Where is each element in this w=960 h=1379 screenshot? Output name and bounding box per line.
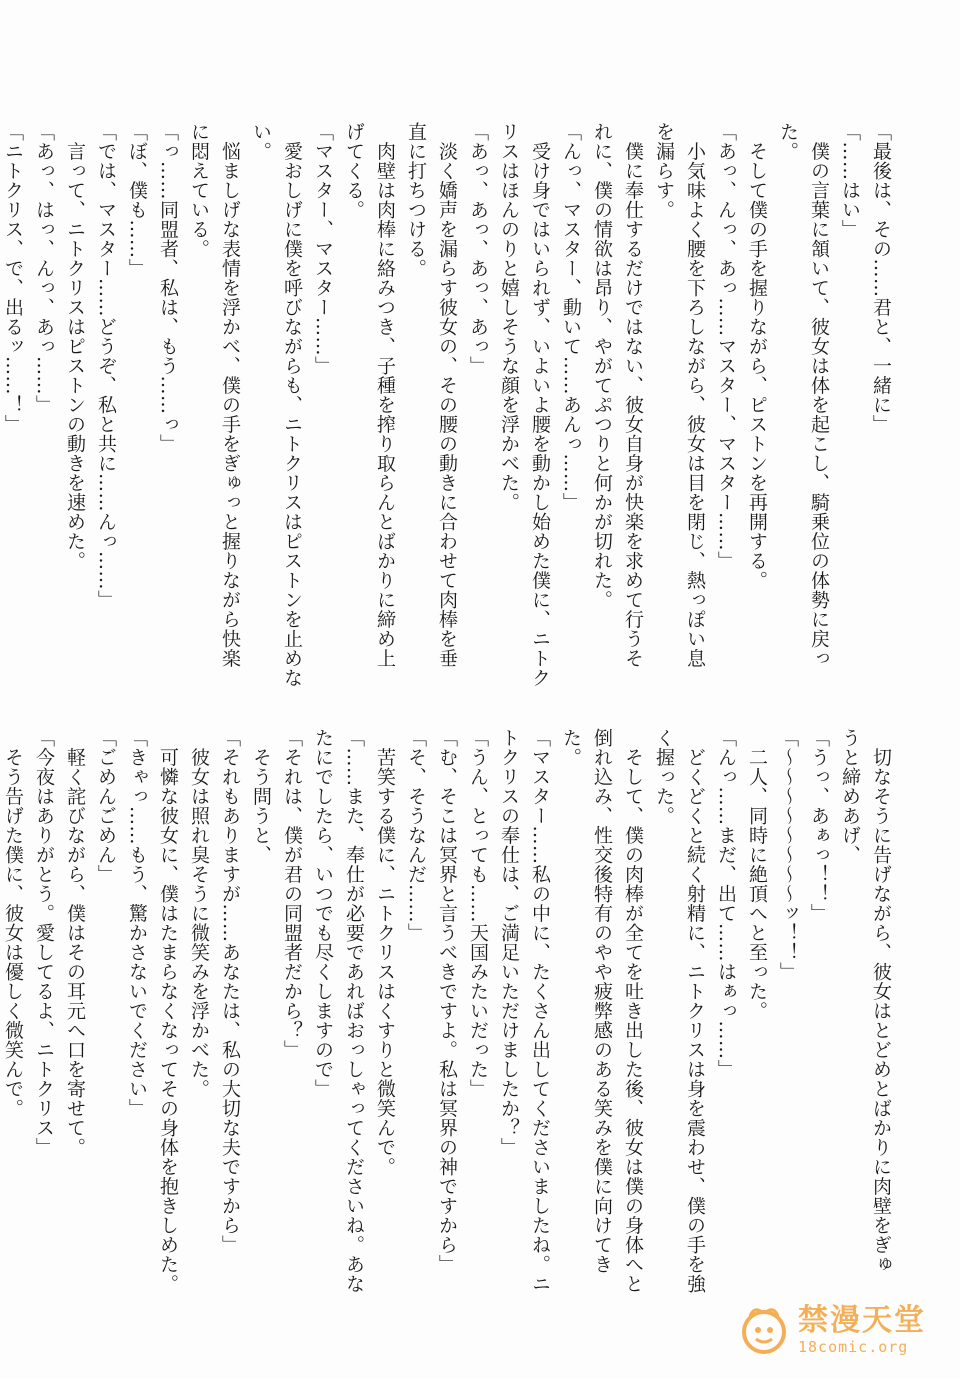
text-line: 「んっ、マスター、動いて……あんっ……」 <box>560 122 582 512</box>
text-line: 切なそうに告げながら、彼女はとどめとばかりに肉壁をぎゅ <box>870 728 892 1274</box>
text-line: 淡く嬌声を漏らす彼女の、その腰の動きに合わせて肉棒を垂 <box>436 122 458 668</box>
text-line: そう告げた僕に、彼女は優しく微笑んで。 <box>2 728 24 1118</box>
text-line: 僕の言葉に頷いて、彼女は体を起こし、騎乗位の体勢に戻っ <box>808 122 830 668</box>
text-line: 直に打ちつける。 <box>405 122 427 278</box>
text-line: れに、僕の情欲は昂り、やがてぷつりと何かが切れた。 <box>591 122 613 610</box>
upper-text-block <box>2 122 896 688</box>
text-line: 「ニトクリス、で、出るッ……！」 <box>2 122 24 434</box>
text-line: 「ごめんごめん」 <box>95 728 117 884</box>
text-line: 「ぼ、僕も……」 <box>126 122 148 278</box>
text-line: 倒れ込み、性交後特有のやや疲弊感のある笑みを僕に向けてき <box>591 728 613 1274</box>
text-line: 「マスター、マスター……」 <box>312 122 334 376</box>
text-line: 苦笑する僕に、ニトクリスはくすりと微笑んで。 <box>374 728 396 1177</box>
text-line: 「～～～～～～～～ッ！！」 <box>777 728 799 982</box>
text-line: 「っ……同盟者、私は、もう……っ」 <box>157 122 179 454</box>
text-line: そう問うと、 <box>250 728 272 865</box>
text-line: 「それは、僕が君の同盟者だから？」 <box>281 728 303 1060</box>
text-line: 「……また、奉仕が必要であればおっしゃってくださいね。あな <box>343 728 365 1294</box>
text-line: 僕に奉仕するだけではない、彼女自身が快楽を求めて行うそ <box>622 122 644 668</box>
text-line: た。 <box>560 728 582 767</box>
text-line: そして、僕の肉棒が全てを吐き出した後、彼女は僕の身体へと <box>622 728 644 1294</box>
text-line: 「うっ、あぁっ！！」 <box>808 728 830 923</box>
text-line: 「では、マスター……どうぞ、私と共に……んっ……」 <box>95 122 117 610</box>
text-line: トクリスの奉仕は、ご満足いただけましたか？」 <box>498 728 520 1157</box>
watermark-title: 禁漫天堂 <box>798 1303 926 1338</box>
text-line: どくどくと続く射精に、ニトクリスは身を震わせ、僕の手を強 <box>684 728 706 1294</box>
text-line: 「今夜はありがとう。愛してるよ、ニトクリス」 <box>33 728 55 1157</box>
text-line: 肉壁は肉棒に絡みつき、子種を搾り取らんとばかりに締め上 <box>374 122 396 668</box>
text-line: 言って、ニトクリスはピストンの動きを速めた。 <box>64 122 86 571</box>
text-line: い。 <box>250 122 272 161</box>
text-line: リスはほんのりと嬉しそうな顔を浮かべた。 <box>498 122 520 512</box>
text-line: 「……はい」 <box>839 122 861 239</box>
text-line: 彼女は照れ臭そうに微笑みを浮かべた。 <box>188 728 210 1099</box>
text-line: に悶えている。 <box>188 122 210 259</box>
text-line: 「最後は、その……君と、一緒に」 <box>870 122 892 434</box>
text-line: 軽く詫びながら、僕はその耳元へ口を寄せて。 <box>64 728 86 1157</box>
text-line: 「む、そこは冥界と言うべきですよ。私は冥界の神ですから」 <box>436 728 458 1274</box>
text-line: く握った。 <box>653 728 675 826</box>
watermark-url: 18comic.org <box>798 1338 909 1356</box>
text-line: 「あっ、んっ、あっ……マスター、マスター……」 <box>715 122 737 571</box>
text-line: たにでしたら、いつでも尽くしますので」 <box>312 728 334 1099</box>
text-line: 愛おしげに僕を呼びながらも、ニトクリスはピストンを止めな <box>281 122 303 688</box>
text-line: 「きゃっ……もう、驚かさないでください」 <box>126 728 148 1118</box>
text-line: 可憐な彼女に、僕はたまらなくなってその身体を抱きしめた。 <box>157 728 179 1294</box>
text-line: 小気味よく腰を下ろしながら、彼女は目を閉じ、熱っぽい息 <box>684 122 706 668</box>
text-line: そして僕の手を握りながら、ピストンを再開する。 <box>746 122 768 590</box>
text-line: 「んっ……まだ、出て……はぁっ……」 <box>715 728 737 1079</box>
text-line: 「うん、とっても……天国みたいだった」 <box>467 728 489 1099</box>
text-line: 「そ、そうなんだ……」 <box>405 728 427 943</box>
text-line: 受け身ではいられず、いよいよ腰を動かし始めた僕に、ニトク <box>529 122 551 688</box>
text-line: げてくる。 <box>343 122 365 220</box>
text-line: を漏らす。 <box>653 122 675 220</box>
text-line: うと締めあげ、 <box>839 728 861 865</box>
text-line: 「マスター……私の中に、たくさん出してくださいましたね。ニ <box>529 728 551 1294</box>
text-line: 悩ましげな表情を浮かべ、僕の手をぎゅっと握りながら快楽 <box>219 122 241 668</box>
text-line: 二人、同時に絶頂へと至った。 <box>746 728 768 1021</box>
text-line: 「それもありますが……あなたは、私の大切な夫ですから」 <box>219 728 241 1255</box>
text-line: 「あっ、はっ、んっ、あっ……」 <box>33 122 55 415</box>
text-line: た。 <box>777 122 799 161</box>
watermark <box>736 1295 946 1365</box>
text-line: 「あっ、あっ、あっ、あっ」 <box>467 122 489 376</box>
lower-text-block <box>2 728 896 1294</box>
watermark-logo-icon <box>736 1302 792 1358</box>
